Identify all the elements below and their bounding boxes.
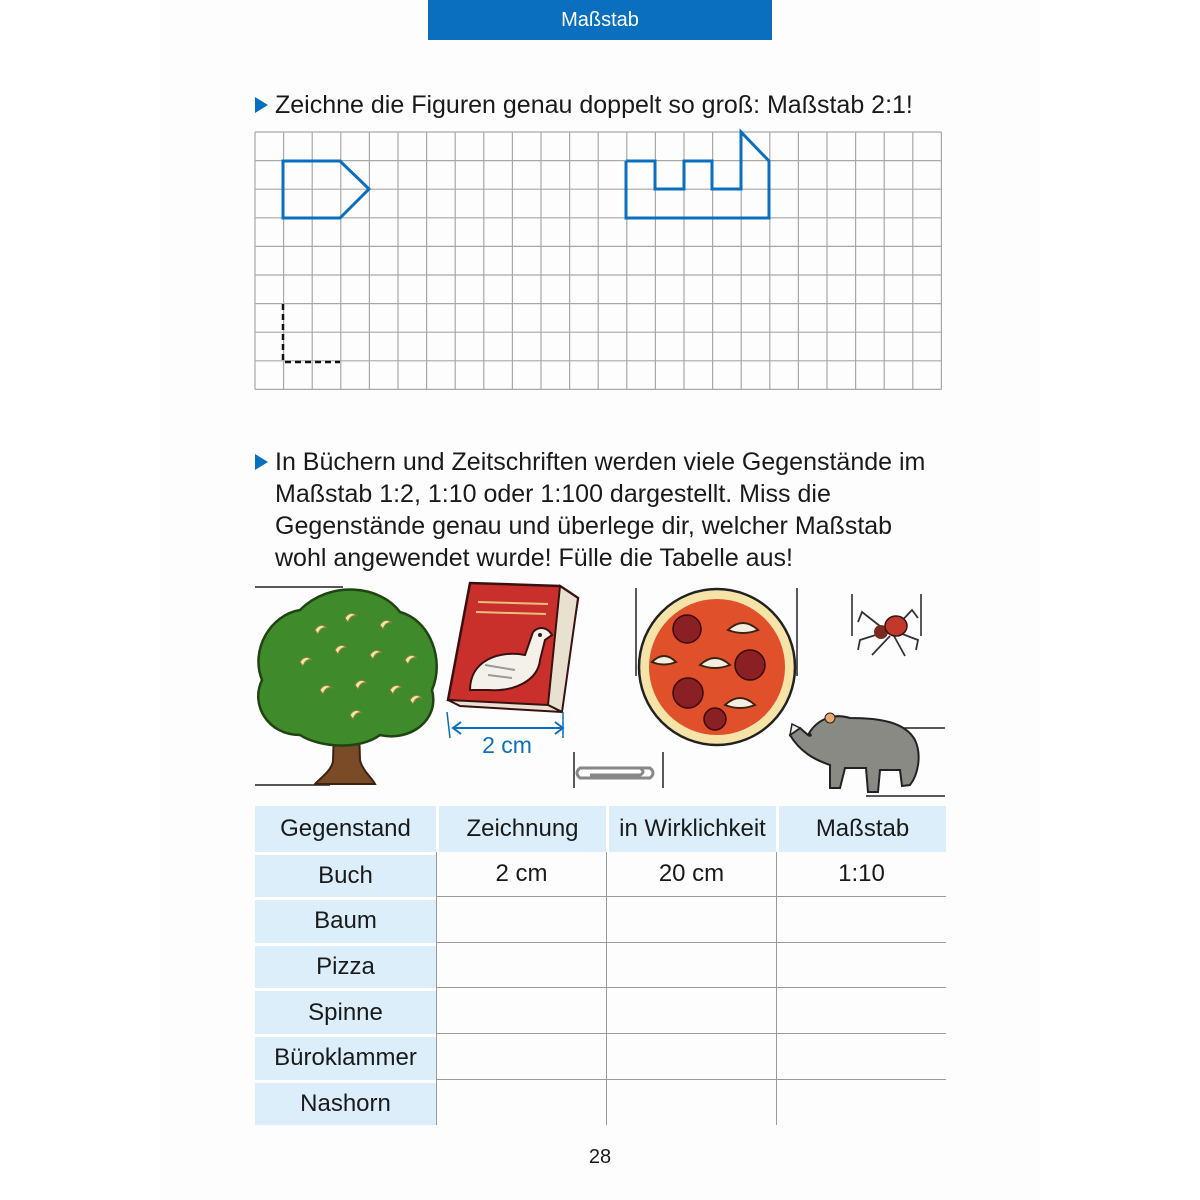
task-2-instruction [255, 446, 945, 574]
row-item: Nashorn [255, 1080, 436, 1126]
pizza-icon [636, 588, 797, 745]
header-massstab: Maßstab [776, 806, 946, 852]
book-measure-label: 2 cm [482, 732, 532, 758]
bullet-triangle-icon [255, 454, 268, 470]
scale-cell[interactable] [776, 897, 946, 943]
real-cell[interactable] [606, 1034, 776, 1080]
row-item: Büroklammer [255, 1034, 436, 1080]
page-number: 28 [588, 1146, 612, 1168]
table-row [255, 897, 946, 943]
scale-cell[interactable] [776, 1080, 946, 1126]
real-cell: 20 cm [606, 852, 776, 898]
scale-cell[interactable] [776, 1034, 946, 1080]
tree-icon [255, 587, 437, 785]
drawing-cell[interactable] [436, 897, 606, 943]
header-gegenstand: Gegenstand [255, 806, 436, 852]
scale-cell: 1:10 [776, 852, 946, 898]
book-icon [447, 583, 578, 758]
row-item: Buch [255, 852, 436, 898]
section-title: Maßstab [428, 0, 772, 40]
table-row [255, 852, 946, 898]
real-cell[interactable] [606, 897, 776, 943]
rhino-icon [790, 713, 945, 796]
task-1-text: Zeichne die Figuren genau doppelt so groß: Maßstab 2:1! [275, 91, 913, 119]
grid-paper [255, 132, 941, 389]
header-zeichnung: Zeichnung [436, 806, 606, 852]
task-2-text: In Büchern und Zeitschriften werden viele Gegenstände im Maßstab 1:2, 1:10 oder 1:100 dargestellt. Miss die Gegenstände genau und überlege dir, welcher Maßstab wohl angewendet wurde! Fülle die Tabelle aus! [275, 448, 926, 572]
real-cell[interactable] [606, 988, 776, 1034]
castle-figure [626, 132, 769, 218]
table-row [255, 943, 946, 989]
scale-cell[interactable] [776, 988, 946, 1034]
header-wirklichkeit: in Wirklichkeit [606, 806, 776, 852]
table-row [255, 1080, 946, 1126]
row-item: Baum [255, 897, 436, 943]
dashed-start-corner [283, 304, 340, 362]
scale-cell[interactable] [776, 943, 946, 989]
real-cell[interactable] [606, 1080, 776, 1126]
scale-table [255, 806, 946, 1125]
table-row [255, 988, 946, 1034]
table-row [255, 1034, 946, 1080]
row-item: Pizza [255, 943, 436, 989]
spider-icon [852, 594, 921, 656]
drawing-cell[interactable] [436, 1034, 606, 1080]
paperclip-icon [574, 752, 663, 788]
drawing-cell: 2 cm [436, 852, 606, 898]
drawing-cell[interactable] [436, 943, 606, 989]
drawing-cell[interactable] [436, 1080, 606, 1126]
drawing-cell[interactable] [436, 988, 606, 1034]
table-header-row [255, 806, 946, 852]
row-item: Spinne [255, 988, 436, 1034]
real-cell[interactable] [606, 943, 776, 989]
